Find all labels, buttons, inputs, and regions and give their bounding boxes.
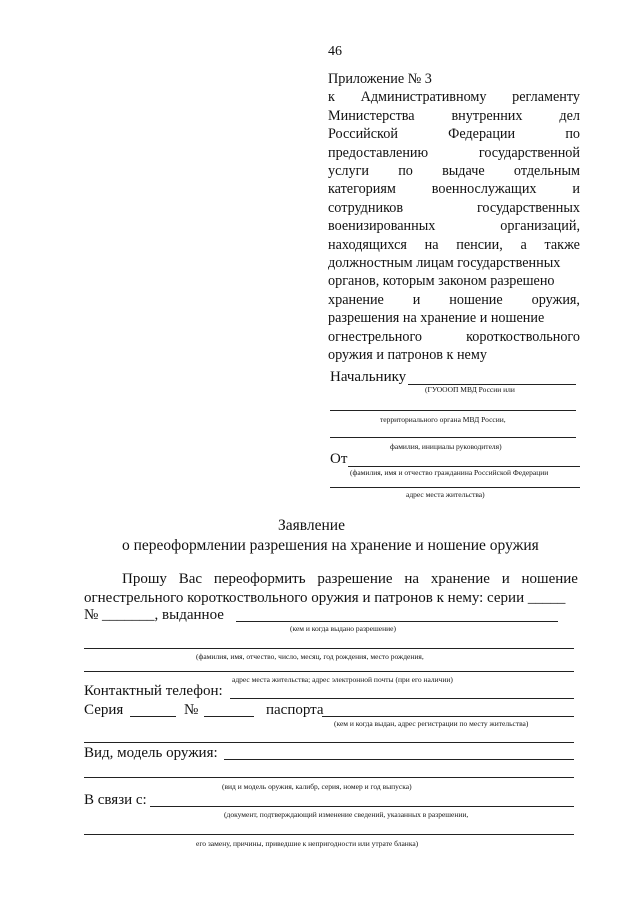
- person-line: [84, 648, 574, 649]
- address-caption: адрес места жительства): [406, 490, 485, 499]
- appendix-word: отдельным: [513, 163, 580, 180]
- passport-series-label: Серия: [84, 702, 124, 718]
- document-subtitle: о переоформлении разрешения на хранение и ношение оружия: [122, 537, 539, 554]
- appendix-word: оружия и патронов к нему: [328, 347, 487, 364]
- head-name-line: [330, 437, 576, 438]
- passport-series-line: [130, 716, 176, 717]
- appendix-word: услуги: [328, 163, 369, 180]
- appendix-word: Административному: [360, 89, 487, 106]
- appendix-word: к: [328, 89, 335, 106]
- issued-line: [236, 621, 558, 622]
- from-line: [348, 466, 580, 467]
- appendix-line: [328, 236, 580, 254]
- appendix-word: и: [412, 291, 421, 308]
- replacement-line: [84, 834, 574, 835]
- request-line-3: № _______, выданное: [84, 607, 224, 623]
- authority-caption: территориального органа МВД России,: [380, 415, 506, 424]
- phone-line: [230, 698, 574, 699]
- appendix-line: [328, 272, 580, 290]
- passport-number-line: [204, 716, 254, 717]
- request-word: переоформить: [213, 571, 306, 587]
- weapon-line: [224, 759, 574, 760]
- appendix-line: [328, 125, 580, 143]
- appendix-word: хранение: [328, 291, 384, 308]
- person-caption: (фамилия, имя, отчество, число, месяц, год рождения, место рождения,: [196, 652, 424, 661]
- request-line-1: [122, 571, 578, 588]
- document-caption: (документ, подтверждающий изменение сведений, указанных в разрешении,: [224, 810, 469, 819]
- weapon-extra-line: [84, 777, 574, 778]
- address-email-line: [84, 671, 574, 672]
- passport-number-label: №: [184, 702, 199, 718]
- appendix-word: регламенту: [512, 89, 580, 106]
- appendix-word: военнослужащих: [431, 181, 537, 198]
- appendix-line: [328, 309, 580, 327]
- appendix-word: организаций,: [500, 218, 580, 235]
- appendix-word: по: [398, 163, 413, 180]
- head-name-caption: фамилия, инициалы руководителя): [390, 442, 502, 451]
- appendix-word: огнестрельного: [328, 328, 423, 345]
- request-word: на: [404, 571, 420, 587]
- appendix-line: [328, 217, 580, 235]
- passport-extra-line: [84, 742, 574, 743]
- appendix-line: [328, 70, 580, 88]
- appendix-word: дел: [559, 107, 580, 124]
- passport-label: паспорта: [266, 702, 324, 718]
- request-word: хранение: [430, 571, 490, 587]
- request-word: Вас: [178, 571, 203, 587]
- appendix-word: Приложение № 3: [328, 71, 432, 87]
- appendix-word: предоставлению: [328, 144, 429, 161]
- appendix-word: ношение: [449, 291, 503, 308]
- appendix-line: [328, 199, 580, 217]
- appendix-word: а: [520, 236, 527, 253]
- appendix-line: [328, 328, 580, 346]
- appendix-word: по: [565, 126, 580, 143]
- appendix-line: [328, 254, 580, 272]
- reason-label: В связи с:: [84, 792, 147, 808]
- page-number: 46: [328, 44, 342, 59]
- appendix-word: также: [544, 236, 580, 253]
- appendix-word: разрешения на хранение и ношение: [328, 310, 545, 327]
- issued-caption: (кем и когда выдано разрешение): [290, 624, 396, 633]
- appendix-word: Федерации: [448, 126, 516, 143]
- appendix-word: находящихся: [328, 236, 407, 253]
- appendix-word: пенсии,: [456, 236, 503, 253]
- appendix-word: сотрудников: [328, 199, 404, 216]
- appendix-line: [328, 291, 580, 309]
- appendix-line: [328, 144, 580, 162]
- appendix-line: [328, 107, 580, 125]
- request-word: разрешение: [317, 571, 393, 587]
- appendix-line: [328, 180, 580, 198]
- passport-line: [322, 716, 574, 717]
- appendix-word: внутренних: [451, 107, 523, 124]
- authority-line: [330, 410, 576, 411]
- appendix-word: выдаче: [442, 163, 485, 180]
- weapon-label: Вид, модель оружия:: [84, 745, 218, 761]
- appendix-word: категориям: [328, 181, 396, 198]
- request-word: ношение: [521, 571, 578, 587]
- appendix-line: [328, 162, 580, 180]
- appendix-word: государственной: [478, 144, 580, 161]
- passport-caption: (кем и когда выдан, адрес регистрации по месту жительства): [334, 719, 529, 728]
- appendix-word: государственных: [476, 199, 580, 216]
- appendix-word: военизированных: [328, 218, 436, 235]
- appendix-word: органов, которым законом разрешено: [328, 273, 555, 290]
- appendix-word: Министерства: [328, 107, 415, 124]
- chief-caption: (ГУОООП МВД России или: [425, 385, 515, 394]
- appendix-word: и: [572, 181, 580, 198]
- appendix-word: Российской: [328, 126, 398, 143]
- appendix-line: [328, 346, 580, 364]
- chief-label: Начальнику: [330, 369, 407, 385]
- appendix-line: [328, 88, 580, 106]
- from-label: От: [330, 451, 348, 467]
- request-word: Прошу: [122, 571, 167, 587]
- request-line-2: огнестрельного короткоствольного оружия и патронов к нему: серии _____: [84, 590, 566, 606]
- appendix-word: должностным лицам государственных: [328, 255, 561, 272]
- appendix-word: оружия,: [531, 291, 580, 308]
- weapon-caption: (вид и модель оружия, калибр, серия, номер и год выпуска): [222, 782, 412, 791]
- appendix-header: [328, 70, 580, 365]
- appendix-word: короткоствольного: [466, 328, 580, 345]
- document-title: Заявление: [278, 517, 345, 534]
- reason-line: [150, 806, 574, 807]
- request-word: и: [501, 571, 510, 587]
- address-email-caption: адрес места жительства; адрес электронной почты (при его наличии): [232, 675, 453, 684]
- from-caption: (фамилия, имя и отчество гражданина Российской Федерации: [350, 468, 549, 477]
- replacement-caption: его замену, причины, приведшие к непригодности или утрате бланка): [196, 839, 419, 848]
- appendix-word: на: [424, 236, 439, 253]
- phone-label: Контактный телефон:: [84, 683, 223, 699]
- address-line: [330, 487, 580, 488]
